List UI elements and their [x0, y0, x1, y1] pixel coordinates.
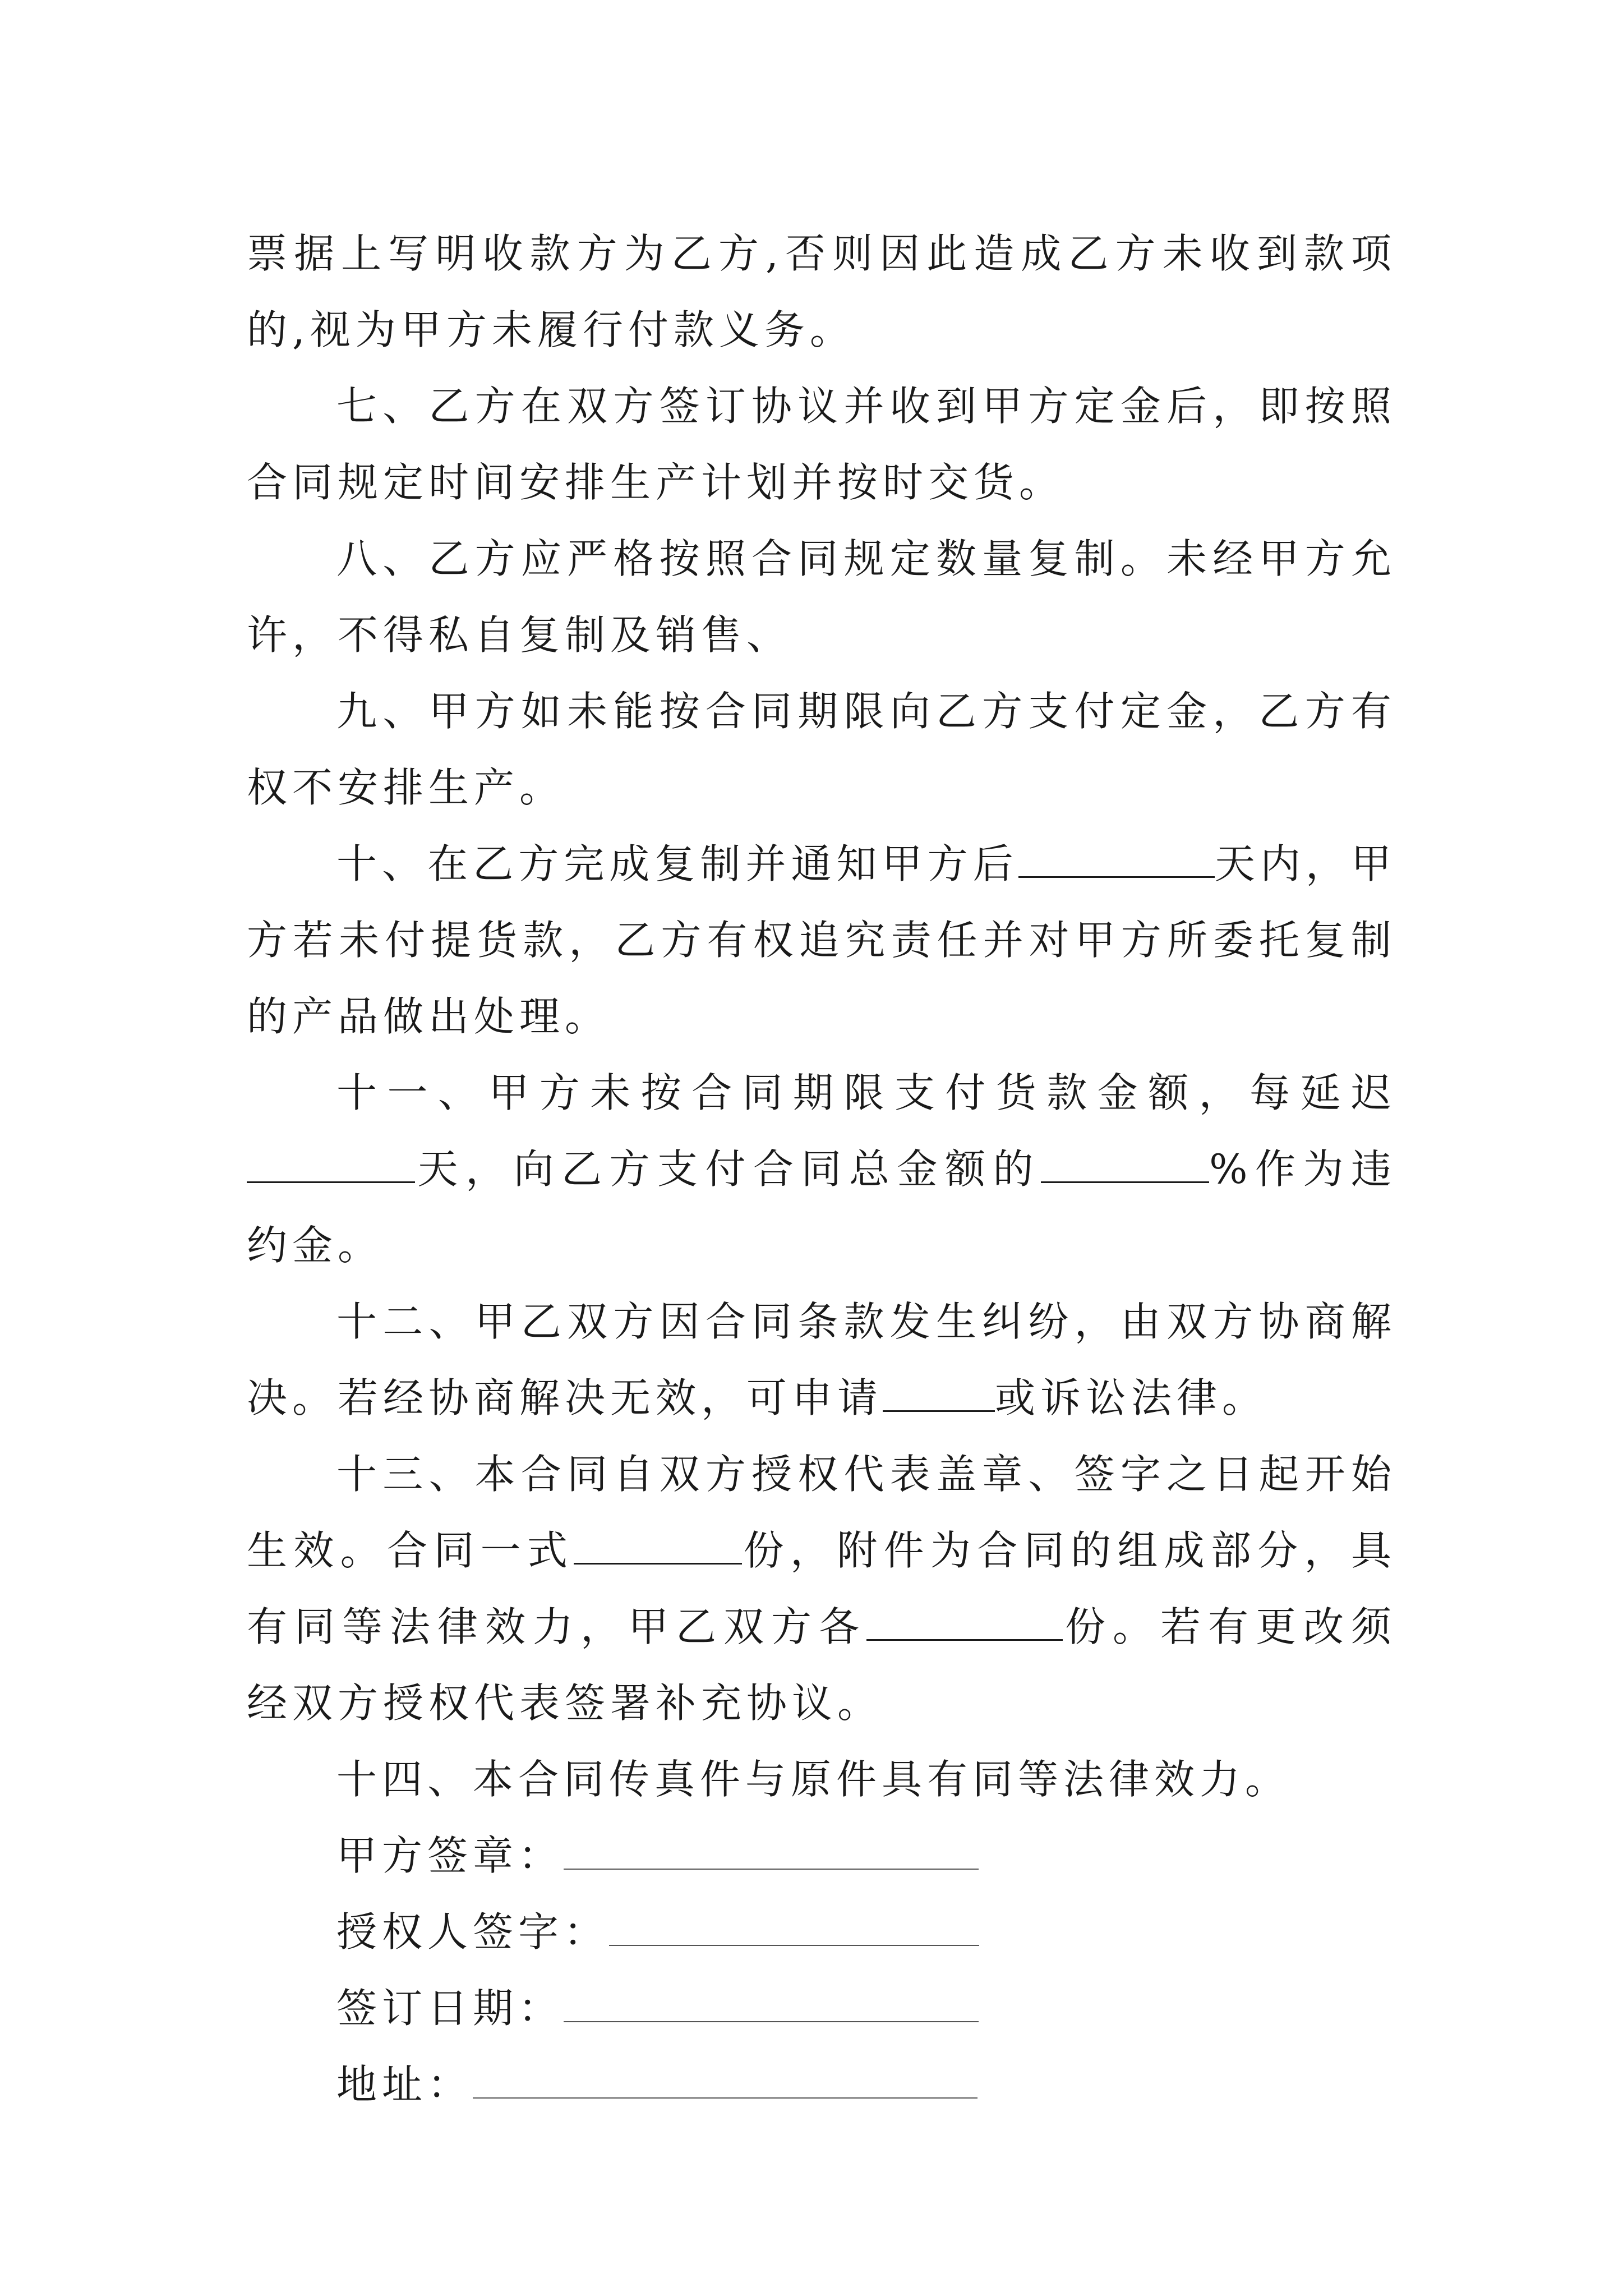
signature-label: 地址：: [336, 2061, 473, 2108]
paragraph-8: [247, 521, 1396, 673]
fill-in-blank-penalty-percent[interactable]: [1041, 1141, 1209, 1183]
paragraph-text: 票据上写明收款方为乙方,否则因此造成乙方未收到款项的,视为甲方未履行付款义务。: [247, 230, 1396, 353]
paragraph-text: 十三、本合同自双方授权代表盖章、签字之日起开始生效。合同一式: [247, 1451, 1396, 1574]
paragraph-text: 份。若有更改须经双方授权代表签署补充协议。: [247, 1603, 1396, 1727]
signature-label: 授权人签字：: [336, 1908, 610, 1955]
fill-in-blank-delay-days[interactable]: [247, 1141, 415, 1183]
signature-line[interactable]: [564, 1828, 979, 1870]
paragraph-10: [247, 826, 1396, 1055]
signature-label: 甲方签章：: [336, 1832, 564, 1879]
paragraph-14: [247, 1741, 1396, 1818]
fill-in-blank-copies-each[interactable]: [866, 1599, 1063, 1641]
paragraph-text: 十二、甲乙双方因合同条款发生纠纷，由双方协商解决。若经协商解决无效，可申请: [247, 1298, 1396, 1421]
signature-line[interactable]: [473, 2057, 978, 2099]
signature-field-address: [247, 2046, 1396, 2123]
fill-in-blank-arbitration[interactable]: [883, 1370, 995, 1412]
contract-body: [247, 215, 1396, 2123]
signature-field-authorized-signature: [247, 1894, 1396, 1970]
paragraph-text: 八、乙方应严格按照合同规定数量复制。未经甲方允许，不得私自复制及销售、: [247, 535, 1396, 659]
paragraph-12: [247, 1283, 1396, 1436]
paragraph-text: 十、在乙方完成复制并通知甲方后: [336, 840, 1018, 887]
signature-label: 签订日期：: [336, 1985, 564, 2032]
paragraph-text: 份，附件为合同的组成部分，具有同等法律效力，甲乙双方各: [247, 1527, 1396, 1650]
paragraph-6-continued: [247, 215, 1396, 368]
paragraph-11: [247, 1055, 1396, 1283]
paragraph-9: [247, 673, 1396, 826]
paragraph-text: 十四、本合同传真件与原件具有同等法律效力。: [336, 1756, 1291, 1803]
paragraph-text: 九、甲方如未能按合同期限向乙方支付定金，乙方有权不安排生产。: [247, 688, 1396, 811]
signature-field-sign-date: [247, 1970, 1396, 2046]
paragraph-text: %作为违约金。: [247, 1145, 1396, 1269]
fill-in-blank-days[interactable]: [1018, 836, 1215, 878]
paragraph-text: 十一、甲方未按合同期限支付货款金额，每延迟: [336, 1069, 1396, 1116]
paragraph-text: 天内，甲方若未付提货款，乙方有权追究责任并对甲方所委托复制的产品做出处理。: [247, 840, 1396, 1040]
signature-line[interactable]: [609, 1904, 979, 1946]
paragraph-7: [247, 368, 1396, 521]
paragraph-text: 或诉讼法律。: [995, 1374, 1268, 1421]
paragraph-text: 七、乙方在双方签订协议并收到甲方定金后，即按照合同规定时间安排生产计划并按时交货。: [247, 383, 1396, 506]
fill-in-blank-copies-total[interactable]: [574, 1522, 742, 1565]
signature-line[interactable]: [564, 1981, 979, 2022]
paragraph-13: [247, 1436, 1396, 1741]
signature-field-party-a-seal: [247, 1818, 1396, 1894]
paragraph-text: 天，向乙方支付合同总金额的: [415, 1145, 1041, 1193]
